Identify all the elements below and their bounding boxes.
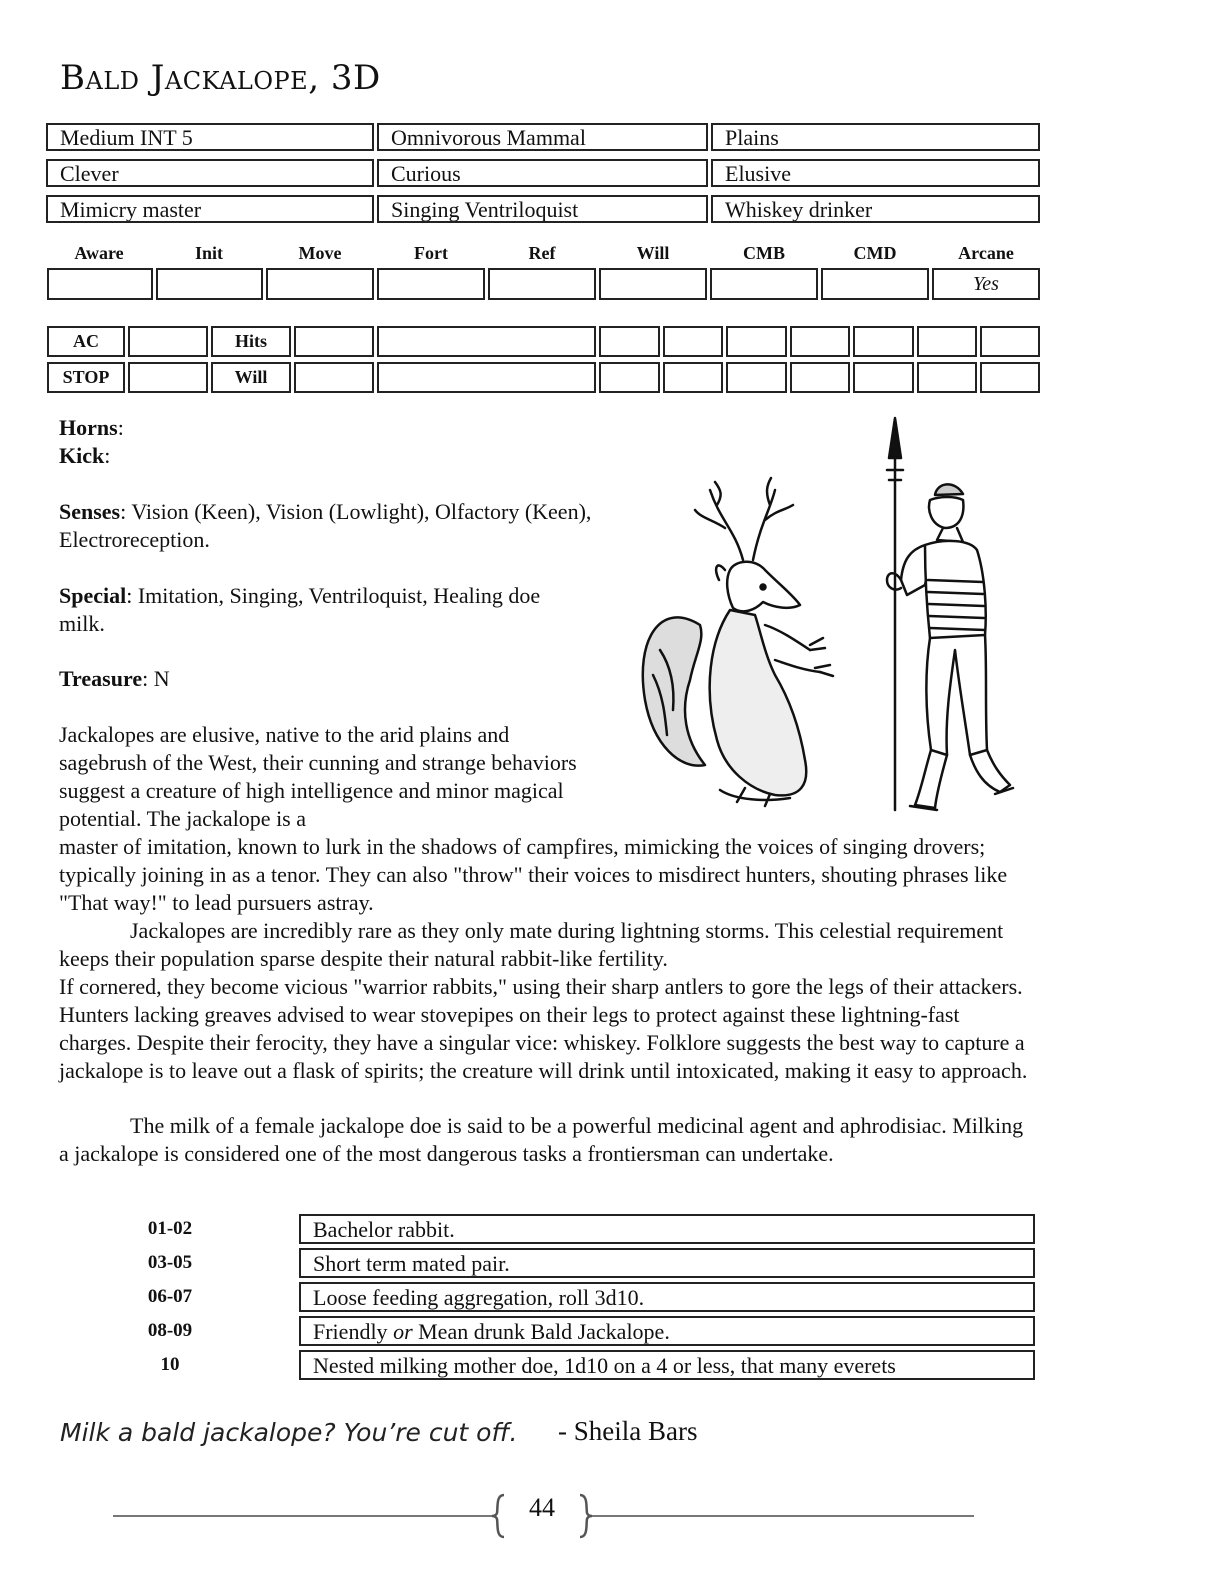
track-box — [663, 362, 723, 393]
quote-text: Milk a bald jackalope? You’re cut off. — [60, 1418, 518, 1447]
description-paragraph-1-wide: master of imitation, known to lurk in the shadows of campfires, mimicking the voices of singing drovers; typically joining in as a tenor. They can also "throw" their voices to misdirect hunters, shouting phrases like "That way!" to lead pursuers astray. — [59, 834, 1008, 915]
track-box — [917, 362, 977, 393]
footer-rule-left — [113, 1515, 493, 1517]
encounter-result: Bachelor rabbit. — [299, 1214, 1035, 1244]
ac-label: AC — [47, 326, 125, 357]
stat-box-aware — [47, 268, 153, 300]
stat-box-ref — [488, 268, 596, 300]
stat-box-move — [266, 268, 374, 300]
trait-3-2: Singing Ventriloquist — [377, 195, 708, 223]
encounter-result: Short term mated pair. — [299, 1248, 1035, 1278]
stat-label-cmd: CMD — [853, 243, 897, 263]
will-value-box — [294, 362, 374, 393]
stat-box-cmd — [821, 268, 929, 300]
stat-label-ref: Ref — [528, 243, 556, 263]
footer-rule-right — [592, 1515, 974, 1517]
stat-label-fort: Fort — [414, 243, 448, 263]
track-box — [917, 326, 977, 357]
hits-label: Hits — [211, 326, 291, 357]
stat-label-init: Init — [194, 243, 223, 263]
track-box — [663, 326, 723, 357]
description-paragraph-1-narrow: Jackalopes are elusive, native to the arid plains and sagebrush of the West, their cunning and strange behaviors suggest a creature of high intelligence and minor magical potential. The jackalope is a — [59, 722, 577, 831]
page-number: 44 — [529, 1493, 555, 1522]
encounter-roll: 08-09 — [147, 1320, 193, 1341]
track-box — [599, 326, 660, 357]
encounter-result: Loose feeding aggregation, roll 3d10. — [299, 1282, 1035, 1312]
track-box — [980, 326, 1040, 357]
encounter-roll: 03-05 — [147, 1252, 193, 1273]
stat-box-arcane: Yes — [932, 268, 1040, 300]
encounter-roll: 01-02 — [147, 1218, 193, 1239]
description-paragraph-2: Jackalopes are incredibly rare as they only mate during lightning storms. This celestial requirement keeps their population sparse despite their natural rabbit-like fertility. — [59, 918, 1004, 971]
stop-value-box — [128, 362, 208, 393]
kick-attack: Kick: — [59, 443, 111, 468]
senses-block: Senses: Vision (Keen), Vision (Lowlight), Olfactory (Keen), Electroreception. — [59, 499, 592, 552]
stat-label-cmb: CMB — [743, 243, 785, 263]
hits-track-box — [377, 326, 596, 357]
stat-label-move: Move — [298, 243, 342, 263]
track-box — [853, 326, 914, 357]
track-box — [726, 326, 787, 357]
encounter-result: Friendly or Mean drunk Bald Jackalope. — [299, 1316, 1035, 1346]
horns-attack: Horns: — [59, 415, 124, 440]
ac-value-box — [128, 326, 208, 357]
encounter-roll: 10 — [160, 1354, 180, 1375]
will-track-box — [377, 362, 596, 393]
trait-3-3: Whiskey drinker — [711, 195, 1040, 223]
stat-box-cmb — [710, 268, 818, 300]
track-box — [853, 362, 914, 393]
trait-2-2: Curious — [377, 159, 708, 187]
description-paragraph-4: The milk of a female jackalope doe is said to be a powerful medicinal agent and aphrodisiac. Milking a jackalope is considered one of the most dangerous tasks a frontiersman can undertake. — [59, 1113, 1024, 1166]
hits-value-box — [294, 326, 374, 357]
special-block: Special: Imitation, Singing, Ventriloquist, Healing doe milk. — [59, 583, 541, 636]
trait-2-1: Clever — [46, 159, 374, 187]
encounter-result: Nested milking mother doe, 1d10 on a 4 or less, that many everets — [299, 1350, 1035, 1380]
description-paragraph-3: If cornered, they become vicious "warrior rabbits," using their sharp antlers to gore the legs of their attackers. Hunters lacking greaves advised to wear stovepipes on their legs to protect against these lightning-fast charges. Despite their ferocity, they have a singular vice: whiskey. Folklore suggests the best way to capture a jackalope is to leave out a flask of spirits; the creature will drink until intoxicated, making it easy to approach. — [59, 974, 1028, 1083]
stat-box-init — [156, 268, 263, 300]
stat-box-will — [599, 268, 707, 300]
track-box — [980, 362, 1040, 393]
stop-label: STOP — [47, 362, 125, 393]
trait-type: Omnivorous Mammal — [377, 123, 708, 151]
track-box — [790, 326, 850, 357]
page-number-bracket-right-icon — [578, 1493, 594, 1539]
track-box — [599, 362, 660, 393]
treasure-block: Treasure: N — [59, 666, 170, 691]
stat-box-fort — [377, 268, 485, 300]
page-title: Bald Jackalope, 3D — [60, 58, 381, 98]
jackalope-and-soldier-illustration — [625, 410, 1035, 820]
encounter-roll: 06-07 — [147, 1286, 193, 1307]
stat-label-will: Will — [636, 243, 670, 263]
trait-size-int: Medium INT 5 — [46, 123, 374, 151]
trait-2-3: Elusive — [711, 159, 1040, 187]
will-label: Will — [211, 362, 291, 393]
stat-label-arcane: Arcane — [958, 243, 1014, 263]
stat-label-aware: Aware — [74, 243, 124, 263]
track-box — [790, 362, 850, 393]
trait-terrain: Plains — [711, 123, 1040, 151]
quote-attribution: - Sheila Bars — [558, 1416, 698, 1446]
track-box — [726, 362, 787, 393]
trait-3-1: Mimicry master — [46, 195, 374, 223]
